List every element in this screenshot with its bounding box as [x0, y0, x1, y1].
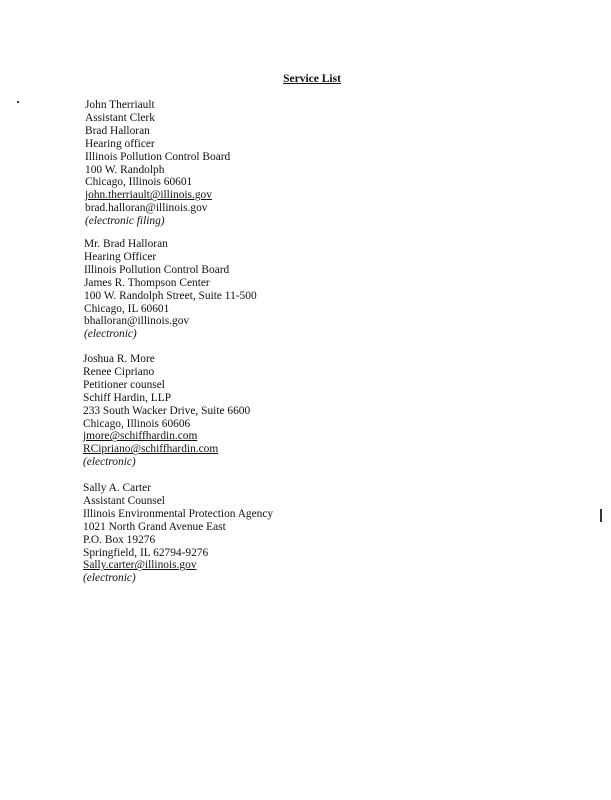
address-line: Assistant Counsel: [83, 494, 165, 507]
address-line: Joshua R. More: [83, 353, 155, 365]
service-entry-carter: [83, 482, 273, 585]
address-line: Sally A. Carter: [83, 482, 152, 494]
email-link[interactable]: john.therriault@illinois.gov: [85, 189, 212, 202]
service-method-note: (electronic filing): [85, 215, 165, 228]
address-line: Brad Halloran: [85, 124, 150, 137]
page-title: Service List: [283, 73, 341, 85]
address-line: bhalloran@illinois.gov: [84, 315, 190, 328]
address-line: James R. Thompson Center: [84, 276, 210, 289]
address-line: Renee Cipriano: [83, 365, 155, 378]
service-entry-halloran: [84, 238, 257, 341]
scan-artifact: [600, 509, 602, 522]
address-line: Illinois Environmental Protection Agency: [83, 507, 274, 520]
service-method-note: (electronic): [83, 456, 136, 469]
address-line: 1021 North Grand Avenue East: [83, 520, 226, 533]
address-line: John Therriault: [85, 99, 155, 111]
address-line: Hearing Officer: [84, 250, 157, 263]
address-line: Chicago, Illinois 60606: [83, 417, 191, 430]
address-line: brad.halloran@illinois.gov: [85, 202, 208, 215]
address-line: Mr. Brad Halloran: [84, 238, 168, 250]
email-link[interactable]: RCipriano@schiffhardin.com: [83, 443, 219, 456]
address-line: 100 W. Randolph: [85, 163, 165, 176]
service-entry-more-cipriano: [83, 353, 250, 469]
email-link[interactable]: Sally.carter@illinois.gov: [83, 559, 197, 572]
scan-artifact: [17, 101, 19, 103]
address-line: Springfield, IL 62794-9276: [83, 546, 209, 559]
address-line: Chicago, IL 60601: [84, 302, 170, 315]
address-line: Assistant Clerk: [85, 111, 155, 124]
service-method-note: (electronic): [83, 572, 136, 585]
address-line: Illinois Pollution Control Board: [85, 150, 231, 163]
service-method-note: (electronic): [84, 328, 137, 341]
address-line: P.O. Box 19276: [83, 533, 156, 546]
service-entry-therriault-halloran: [85, 99, 230, 228]
address-line: 100 W. Randolph Street, Suite 11-500: [84, 289, 257, 302]
address-line: Illinois Pollution Control Board: [84, 263, 230, 276]
address-line: Petitioner counsel: [83, 378, 165, 391]
address-line: Schiff Hardin, LLP: [83, 391, 172, 404]
address-line: Chicago, Illinois 60601: [85, 176, 193, 189]
address-line: Hearing officer: [85, 137, 155, 150]
address-line: 233 South Wacker Drive, Suite 6600: [83, 404, 251, 417]
email-link[interactable]: jmore@schiffhardin.com: [83, 430, 198, 443]
